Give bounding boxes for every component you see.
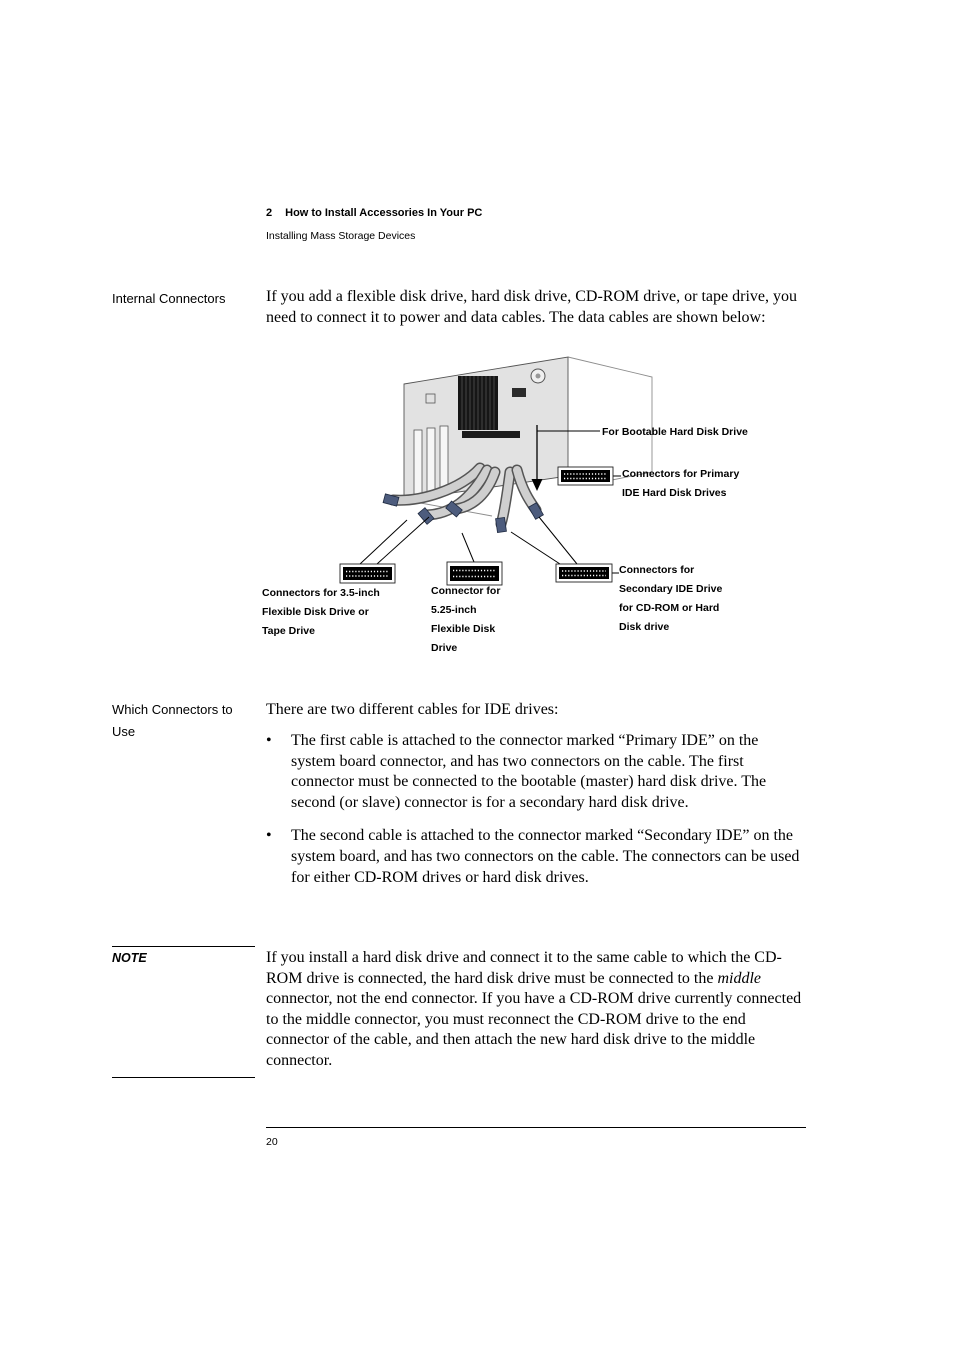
callout-35-inch-connectors [262, 584, 380, 641]
primary-ide-connector-icon [558, 467, 613, 485]
bullet-text: The second cable is attached to the connector marked “Secondary IDE” on the system board, and has two connectors on the cable. The connectors can be used for either CD-ROM drives or hard disk drives. [291, 827, 800, 886]
note-text-italic: middle [717, 969, 761, 987]
callout-line: Drive [431, 642, 458, 654]
bullet-icon: • [266, 827, 272, 845]
callout-line: Connectors for [619, 564, 695, 576]
callout-line: Flexible Disk Drive or [262, 606, 369, 618]
fdd-35-connector-icon [340, 564, 395, 583]
chapter-number: 2 [266, 207, 273, 219]
ide-cable-bullet-list [266, 731, 806, 901]
note-divider-top [112, 946, 255, 947]
callout-line: Disk drive [619, 621, 670, 633]
callout-525-inch-connector [431, 582, 500, 658]
which-connectors-intro: There are two different cables for IDE drives: [266, 701, 559, 718]
list-item [266, 731, 806, 813]
callout-line: For Bootable Hard Disk Drive [602, 426, 748, 438]
callout-secondary-ide [619, 561, 722, 637]
callout-line: Flexible Disk [431, 623, 496, 635]
margin-label-internal-connectors: Internal Connectors [112, 291, 226, 306]
bullet-text: The first cable is attached to the connector marked “Primary IDE” on the system board connector, and has two connectors on the cable. The first connector must be connected to the bootable (master) hard disk drive. The second (or slave) connector is for a secondary hard disk drive. [291, 732, 767, 811]
callout-line: Connectors for 3.5-inch [262, 587, 380, 599]
note-paragraph [266, 948, 806, 1072]
note-divider-bottom [112, 1077, 255, 1078]
callout-line: Tape Drive [262, 625, 315, 637]
list-item [266, 826, 806, 888]
internal-connectors-paragraph: If you add a flexible disk drive, hard disk drive, CD-ROM drive, or tape drive, you need to connect it to power and data cables. The data cables are shown below: [266, 288, 797, 326]
callout-primary-ide [622, 465, 739, 503]
callout-bootable-hard-disk [602, 423, 748, 442]
margin-label-which-connectors: Which Connectors to Use [112, 702, 233, 739]
chapter-title: How to Install Accessories In Your PC [285, 207, 483, 219]
running-header [266, 206, 482, 221]
callout-line: IDE Hard Disk Drives [622, 487, 727, 499]
footer-divider [266, 1127, 806, 1128]
callout-line: Connector for [431, 585, 501, 597]
note-text-pre: If you install a hard disk drive and connect it to the same cable to which the CD-ROM drive is connected, the hard disk drive must be connected to the [266, 949, 782, 987]
bullet-icon: • [266, 732, 272, 749]
callout-line: 5.25-inch [431, 604, 477, 616]
note-text-post: connector, not the end connector. If you have a CD-ROM drive currently connected to the middle connector, you must reconnect the CD-ROM drive to the end connector of the cable, and then attach the new hard disk drive to the middle connector. [266, 990, 802, 1069]
section-subtitle: Installing Mass Storage Devices [266, 230, 416, 242]
callout-line: Secondary IDE Drive [619, 583, 723, 595]
secondary-ide-connector-icon [556, 564, 612, 582]
callout-line: for CD-ROM or Hard [619, 602, 720, 614]
callout-line: Connectors for Primary [622, 468, 740, 480]
note-label: NOTE [112, 951, 147, 965]
page-number: 20 [266, 1136, 278, 1148]
